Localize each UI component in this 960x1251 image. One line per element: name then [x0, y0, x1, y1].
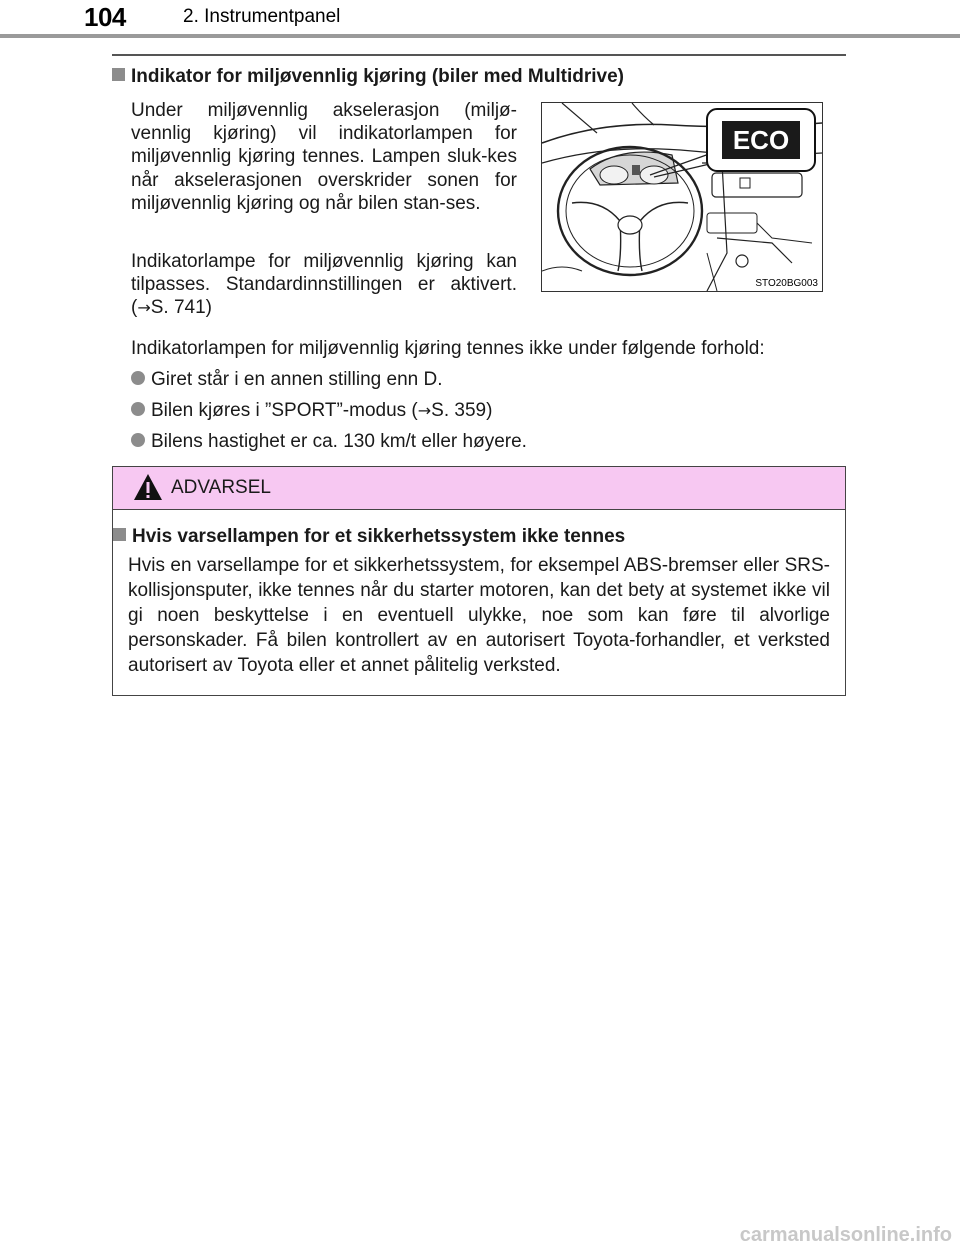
section-title	[112, 66, 624, 88]
watermark: carmanualsonline.info	[739, 1224, 952, 1246]
bullet-icon	[131, 371, 145, 385]
section-rule	[112, 54, 846, 56]
list-item	[131, 368, 846, 399]
section-title-text: Indikator for miljøvennlig kjøring (biler med Multidrive)	[131, 66, 624, 87]
dashboard-illustration	[542, 103, 822, 291]
page-reference-link[interactable]: S. 741)	[150, 297, 212, 319]
bullet-icon	[131, 402, 145, 416]
conditions-intro: Indikatorlampen for miljøvennlig kjøring tennes ikke under følgende forhold:	[131, 338, 765, 359]
square-bullet-icon	[112, 68, 125, 81]
header-divider	[0, 34, 960, 38]
list-item	[131, 430, 846, 461]
warning-title	[113, 526, 625, 548]
list-item-text: Giret står i en annen stilling enn D.	[151, 369, 443, 390]
eco-description-paragraph: Under miljøvennlig akselerasjon (miljø-vennlig kjøring) vil indikatorlampen for miljøvennlig kjøring tennes. Lampen sluk-kes når akselerasjonen overskrider sonen for miljøvennlig kjøring og når bilen stan-ses.	[131, 100, 517, 214]
arrow-icon: →	[137, 298, 151, 318]
customization-paragraph	[131, 250, 517, 320]
dashboard-figure	[541, 102, 823, 292]
warning-label: ADVARSEL	[171, 477, 271, 498]
warning-header	[113, 467, 845, 510]
conditions-list	[131, 368, 846, 461]
list-item	[131, 399, 846, 430]
warning-box	[112, 466, 846, 696]
list-item-text: Bilens hastighet er ca. 130 km/t eller høyere.	[151, 431, 527, 452]
figure-code: STO20BG003	[755, 278, 818, 289]
warning-triangle-icon	[133, 473, 163, 501]
warning-body: Hvis en varsellampe for et sikkerhetssystem, for eksempel ABS-bremser eller SRS-kollisjonsputer, ikke tennes når du starter motoren, kan det bety at systemet ikke vil gi noen beskyttelse i en eventuell ulykke, noe som kan føre til alvorlige personskader. Få bilen kontrollert av en autorisert Toyota-forhandler, et verksted autorisert av Toyota eller et annet pålitelig verksted.	[128, 555, 830, 676]
list-item-text: Bilen kjøres i ”SPORT”-modus (	[151, 400, 418, 421]
bullet-icon	[131, 433, 145, 447]
page-number: 104	[84, 2, 126, 32]
arrow-icon: →	[417, 401, 432, 420]
customization-text: Indikatorlampe for miljøvennlig kjøring kan tilpasses. Standardinnstillingen er aktivert. (	[131, 251, 517, 319]
page-reference-link[interactable]: S. 359)	[431, 400, 493, 421]
chapter-title: 2. Instrumentpanel	[183, 6, 341, 27]
page-header	[0, 0, 960, 40]
eco-indicator-label: ECO	[732, 125, 790, 155]
warning-title-text: Hvis varsellampen for et sikkerhetssystem ikke tennes	[132, 526, 626, 547]
square-bullet-icon	[113, 528, 126, 541]
